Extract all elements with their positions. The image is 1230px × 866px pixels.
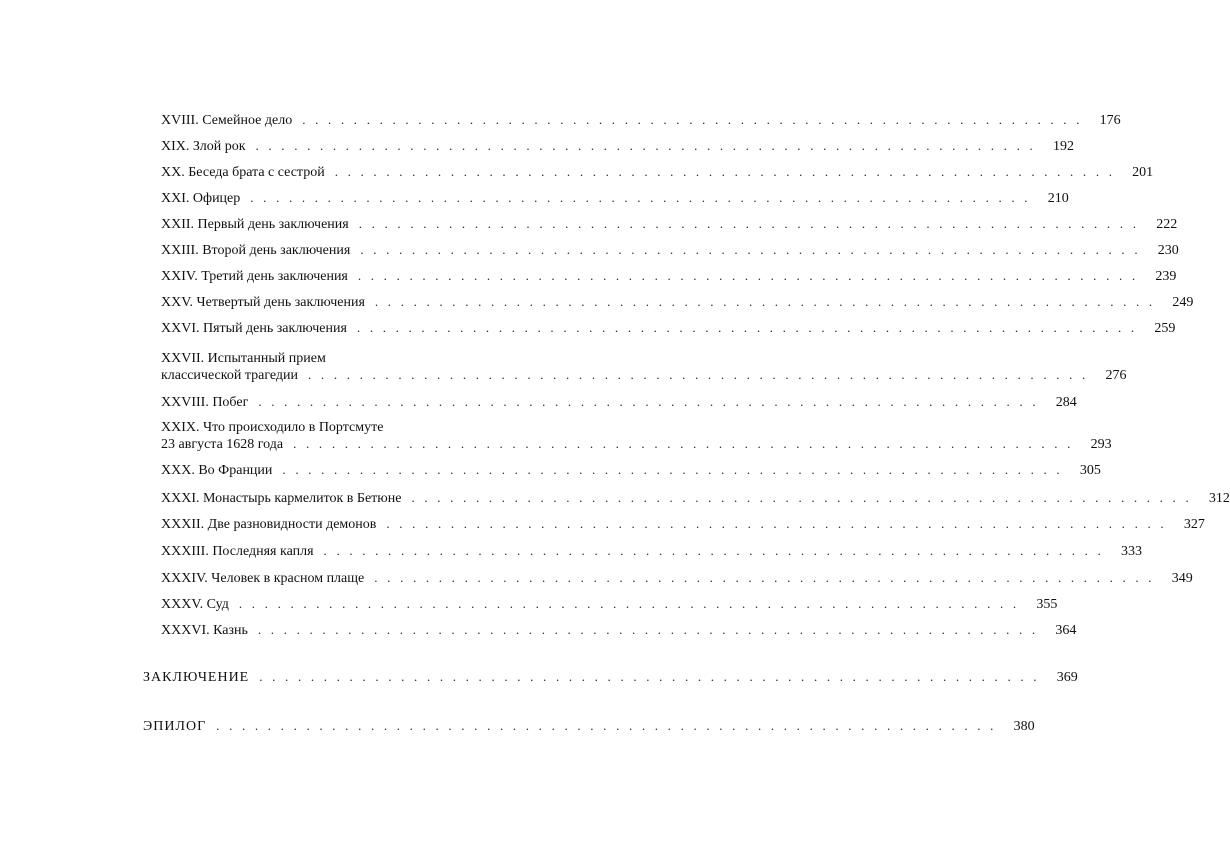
page-number: 305 xyxy=(1079,463,1101,478)
toc-entry xyxy=(161,351,1127,384)
page-number: 276 xyxy=(1105,368,1127,383)
section-title: ЭПИЛОГ xyxy=(143,719,207,734)
page-number: 259 xyxy=(1154,321,1176,336)
toc-entry xyxy=(161,164,1154,181)
chapter-title: XXV. Четвертый день заключения xyxy=(161,295,365,310)
dot-leader: . . . . . . . . . . . . . . . . . . . . . . . . . . . . . . . . . . . . . . . . . . . . . . . . . . . . . . . . . . . . . xyxy=(302,112,1083,127)
chapter-title: XXX. Во Франции xyxy=(161,463,273,478)
toc-entry xyxy=(161,216,1178,233)
page-number: 201 xyxy=(1132,165,1154,180)
toc-entry xyxy=(161,462,1101,479)
dot-leader: . . . . . . . . . . . . . . . . . . . . . . . . . . . . . . . . . . . . . . . . . . . . . . . . . . . . . . . . . . . . . xyxy=(411,490,1192,505)
page-number: 369 xyxy=(1056,670,1078,685)
page-number: 312 xyxy=(1208,491,1230,506)
toc-section-entry xyxy=(143,718,1035,735)
page-number: 364 xyxy=(1055,623,1077,638)
chapter-title-line1: XXVII. Испытанный прием xyxy=(161,351,326,366)
toc-line xyxy=(143,669,1078,686)
page-number: 349 xyxy=(1171,571,1193,586)
page-number: 222 xyxy=(1156,217,1178,232)
chapter-title: XXIII. Второй день заключения xyxy=(161,243,351,258)
dot-leader: . . . . . . . . . . . . . . . . . . . . . . . . . . . . . . . . . . . . . . . . . . . . . . . . . . . . . . . . . . . . . xyxy=(282,462,1063,477)
dot-leader: . . . . . . . . . . . . . . . . . . . . . . . . . . . . . . . . . . . . . . . . . . . . . . . . . . . . . . . . . . . . . xyxy=(323,543,1104,558)
toc-section-entry xyxy=(143,669,1078,686)
toc-entry xyxy=(161,490,1230,507)
toc-line xyxy=(161,570,1193,587)
toc-line xyxy=(161,394,1077,411)
chapter-title: XX. Беседа брата с сестрой xyxy=(161,165,325,180)
chapter-title: XIX. Злой рок xyxy=(161,139,246,154)
toc-entry xyxy=(161,242,1179,259)
toc-line xyxy=(143,718,1035,735)
toc-entry xyxy=(161,112,1121,129)
page-number: 293 xyxy=(1090,437,1112,452)
dot-leader: . . . . . . . . . . . . . . . . . . . . . . . . . . . . . . . . . . . . . . . . . . . . . . . . . . . . . . . . . . . . . xyxy=(356,320,1138,335)
toc-line xyxy=(161,490,1230,507)
toc-line xyxy=(161,268,1177,285)
toc-line xyxy=(161,622,1077,639)
chapter-title: XXXII. Две разновидности демонов xyxy=(161,517,377,532)
toc-line xyxy=(161,543,1142,560)
toc-entry xyxy=(161,294,1194,311)
page-number: 230 xyxy=(1157,243,1179,258)
chapter-title: XXXVI. Казнь xyxy=(161,623,248,638)
toc-entry xyxy=(161,190,1069,207)
chapter-title: XVIII. Семейное дело xyxy=(161,113,293,128)
toc-line xyxy=(161,596,1058,613)
dot-leader: . . . . . . . . . . . . . . . . . . . . . . . . . . . . . . . . . . . . . . . . . . . . . . . . . . . . . . . . . . . . . xyxy=(334,164,1116,179)
toc-entry xyxy=(161,543,1142,560)
toc-line xyxy=(161,112,1121,129)
toc-entry xyxy=(161,622,1077,639)
dot-leader: . . . . . . . . . . . . . . . . . . . . . . . . . . . . . . . . . . . . . . . . . . . . . . . . . . . . . . . . . . . . . xyxy=(374,294,1156,309)
dot-leader: . . . . . . . . . . . . . . . . . . . . . . . . . . . . . . . . . . . . . . . . . . . . . . . . . . . . . . . . . . . . . xyxy=(357,268,1139,283)
section-title: ЗАКЛЮЧЕНИЕ xyxy=(143,670,250,685)
page-number: 239 xyxy=(1155,269,1177,284)
chapter-title: XXII. Первый день заключения xyxy=(161,217,349,232)
toc-line xyxy=(161,216,1178,233)
chapter-title: XXXV. Суд xyxy=(161,597,229,612)
dot-leader: . . . . . . . . . . . . . . . . . . . . . . . . . . . . . . . . . . . . . . . . . . . . . . . . . . . . . . . . . . . . . xyxy=(258,394,1039,409)
dot-leader: . . . . . . . . . . . . . . . . . . . . . . . . . . . . . . . . . . . . . . . . . . . . . . . . . . . . . . . . . . . . . xyxy=(250,190,1031,205)
page-number: 355 xyxy=(1036,597,1058,612)
toc-line xyxy=(161,294,1194,311)
toc-entry xyxy=(161,394,1077,411)
toc-entry xyxy=(161,420,1112,453)
dot-leader: . . . . . . . . . . . . . . . . . . . . . . . . . . . . . . . . . . . . . . . . . . . . . . . . . . . . . . . . . . . . . xyxy=(238,596,1020,611)
chapter-title-line1: XXIX. Что происходило в Портсмуте xyxy=(161,420,384,435)
chapter-title: XXXIV. Человек в красном плаще xyxy=(161,571,365,586)
toc-entry xyxy=(161,516,1205,533)
toc-line xyxy=(161,367,1127,384)
chapter-title: XXIV. Третий день заключения xyxy=(161,269,348,284)
toc-entry xyxy=(161,268,1177,285)
dot-leader: . . . . . . . . . . . . . . . . . . . . . . . . . . . . . . . . . . . . . . . . . . . . . . . . . . . . . . . . . . . . . xyxy=(374,570,1155,585)
toc-line xyxy=(161,242,1179,259)
dot-leader: . . . . . . . . . . . . . . . . . . . . . . . . . . . . . . . . . . . . . . . . . . . . . . . . . . . . . . . . . . . . . xyxy=(308,367,1089,382)
page-number: 333 xyxy=(1121,544,1142,559)
chapter-title: XXXI. Монастырь кармелиток в Бетюне xyxy=(161,491,402,506)
page-number: 210 xyxy=(1047,191,1069,206)
toc-line xyxy=(161,436,1112,453)
dot-leader: . . . . . . . . . . . . . . . . . . . . . . . . . . . . . . . . . . . . . . . . . . . . . . . . . . . . . . . . . . . . . xyxy=(358,216,1140,231)
toc-line xyxy=(161,138,1074,155)
toc-entry xyxy=(161,596,1058,613)
toc-line xyxy=(161,516,1205,533)
page-number: 380 xyxy=(1013,719,1035,734)
toc-line xyxy=(161,462,1101,479)
toc-entry xyxy=(161,320,1176,337)
toc-line xyxy=(161,351,502,367)
dot-leader: . . . . . . . . . . . . . . . . . . . . . . . . . . . . . . . . . . . . . . . . . . . . . . . . . . . . . . . . . . . . . xyxy=(360,242,1141,257)
page-number: 284 xyxy=(1055,395,1077,410)
dot-leader: . . . . . . . . . . . . . . . . . . . . . . . . . . . . . . . . . . . . . . . . . . . . . . . . . . . . . . . . . . . . . xyxy=(386,516,1167,531)
page-number: 192 xyxy=(1052,139,1074,154)
chapter-title: XXXIII. Последняя капля xyxy=(161,544,314,559)
chapter-title: XXVIII. Побег xyxy=(161,395,249,410)
page-number: 176 xyxy=(1099,113,1121,128)
chapter-title-line2: классической трагедии xyxy=(161,368,299,383)
dot-leader: . . . . . . . . . . . . . . . . . . . . . . . . . . . . . . . . . . . . . . . . . . . . . . . . . . . . . . . . . . . . . xyxy=(257,622,1039,637)
page-number: 249 xyxy=(1172,295,1194,310)
toc-line xyxy=(161,420,502,436)
toc-entry xyxy=(161,138,1074,155)
dot-leader: . . . . . . . . . . . . . . . . . . . . . . . . . . . . . . . . . . . . . . . . . . . . . . . . . . . . . . . . . . . . . xyxy=(216,718,997,733)
page-number: 327 xyxy=(1183,517,1205,532)
chapter-title: XXI. Офицер xyxy=(161,191,241,206)
toc-line xyxy=(161,320,1176,337)
toc-line xyxy=(161,164,1154,181)
dot-leader: . . . . . . . . . . . . . . . . . . . . . . . . . . . . . . . . . . . . . . . . . . . . . . . . . . . . . . . . . . . . . xyxy=(255,138,1036,153)
dot-leader: . . . . . . . . . . . . . . . . . . . . . . . . . . . . . . . . . . . . . . . . . . . . . . . . . . . . . . . . . . . . . xyxy=(293,436,1074,451)
toc-entry xyxy=(161,570,1193,587)
chapter-title-line2: 23 августа 1628 года xyxy=(161,437,284,452)
toc-line xyxy=(161,190,1069,207)
dot-leader: . . . . . . . . . . . . . . . . . . . . . . . . . . . . . . . . . . . . . . . . . . . . . . . . . . . . . . . . . . . . . xyxy=(259,669,1040,684)
chapter-title: XXVI. Пятый день заключения xyxy=(161,321,347,336)
